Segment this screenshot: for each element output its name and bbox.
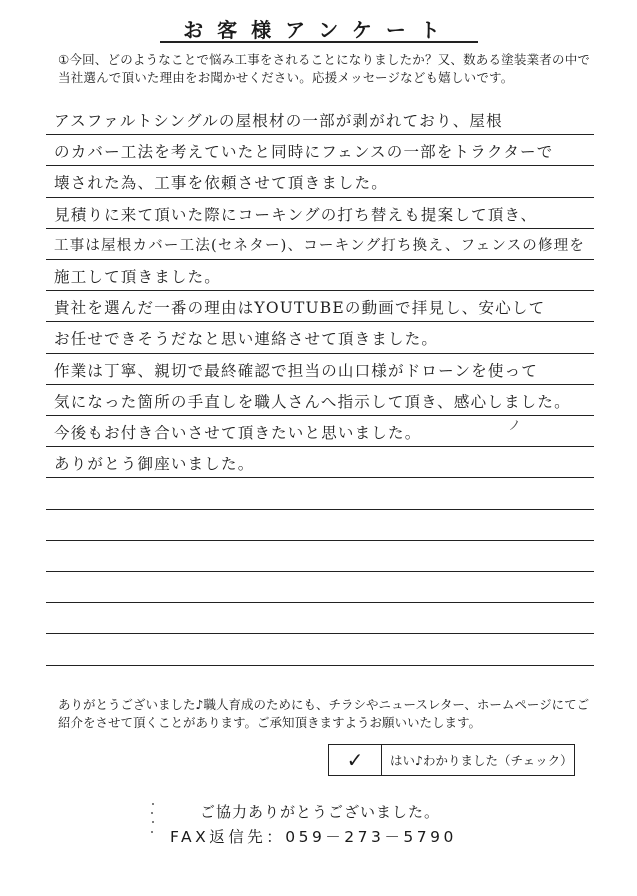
stray-pen-mark: ノ	[508, 419, 522, 434]
answer-rule-line	[46, 477, 594, 478]
survey-title: お客様アンケート	[183, 18, 454, 42]
answer-rule-line	[46, 665, 594, 666]
answer-sheet	[46, 103, 594, 668]
consent-checkbox-row[interactable]	[328, 744, 575, 776]
answer-rule-line	[46, 540, 594, 541]
scan-speck-marks	[150, 800, 156, 840]
answer-rule-line	[46, 446, 594, 447]
answer-text-line: 施工して頂きました。	[54, 268, 222, 286]
consent-label: はい♪わかりました（チェック）	[390, 753, 573, 768]
answer-text-line: アスファルトシングルの屋根材の一部が剥がれており、屋根	[54, 112, 503, 130]
answer-text-line: 気になった箇所の手直しを職人さんへ指示して頂き、感心しました。	[54, 392, 571, 411]
answer-rule-line	[46, 228, 594, 229]
answer-rule-line	[46, 509, 594, 510]
answer-rule-line	[46, 353, 594, 354]
answer-text-line: ありがとう御座いました。	[54, 455, 255, 474]
answer-rule-line	[46, 165, 594, 166]
answer-rule-line	[46, 602, 594, 603]
answer-rule-line	[46, 384, 594, 385]
answer-rule-line	[46, 321, 594, 322]
answer-text-line: のカバー工法を考えていたと同時にフェンスの一部をトラクターで	[54, 143, 554, 162]
consent-checkbox[interactable]	[329, 745, 382, 775]
answer-rule-line	[46, 134, 594, 135]
answer-rule-line	[46, 571, 594, 572]
fax-number: FAX返信先：059－273－5790	[170, 828, 457, 846]
answer-text-line: 壊された為、工事を依頼させて頂きました。	[54, 174, 389, 193]
answer-text-line: 作業は丁寧、親切で最終確認で担当の山口様がドローンを使って	[54, 361, 538, 380]
answer-text-line: 見積りに来て頂いた際にコーキングの打ち替えも提案して頂き、	[54, 205, 538, 224]
answer-rule-line	[46, 197, 594, 198]
answer-rule-line	[46, 633, 594, 634]
answer-text-line: お任せできそうだなと思い連絡させて頂きました。	[54, 330, 439, 349]
answer-text-line: 今後もお付き合いさせて頂きたいと思いました。	[54, 424, 422, 442]
checkmark-icon: ✓	[346, 748, 364, 772]
answer-text-line: 工事は屋根カバー工法(セネター)、コーキング打ち換え、フェンスの修理を	[54, 237, 586, 254]
answer-rule-line	[46, 290, 594, 291]
answer-rule-line	[46, 259, 594, 260]
answer-text-line: 貴社を選んだ一番の理由はYOUTUBEの動画で拝見し、安心して	[54, 299, 546, 318]
publication-note: ありがとうございました♪職人育成のためにも、チラシやニュースレター、ホームページにてご紹介をさせて頂くことがあります。ご承知頂きますようお願いいたします。	[58, 697, 590, 730]
question-prompt: ①今回、どのようなことで悩み工事をされることになりましたか？又、数ある塗装業者の中で当社選んで頂いた理由をお聞かせください。応援メッセージなども嬉しいです。	[58, 52, 591, 85]
thanks-message: ご協力ありがとうございました。	[200, 803, 441, 821]
title-underline	[160, 41, 478, 43]
